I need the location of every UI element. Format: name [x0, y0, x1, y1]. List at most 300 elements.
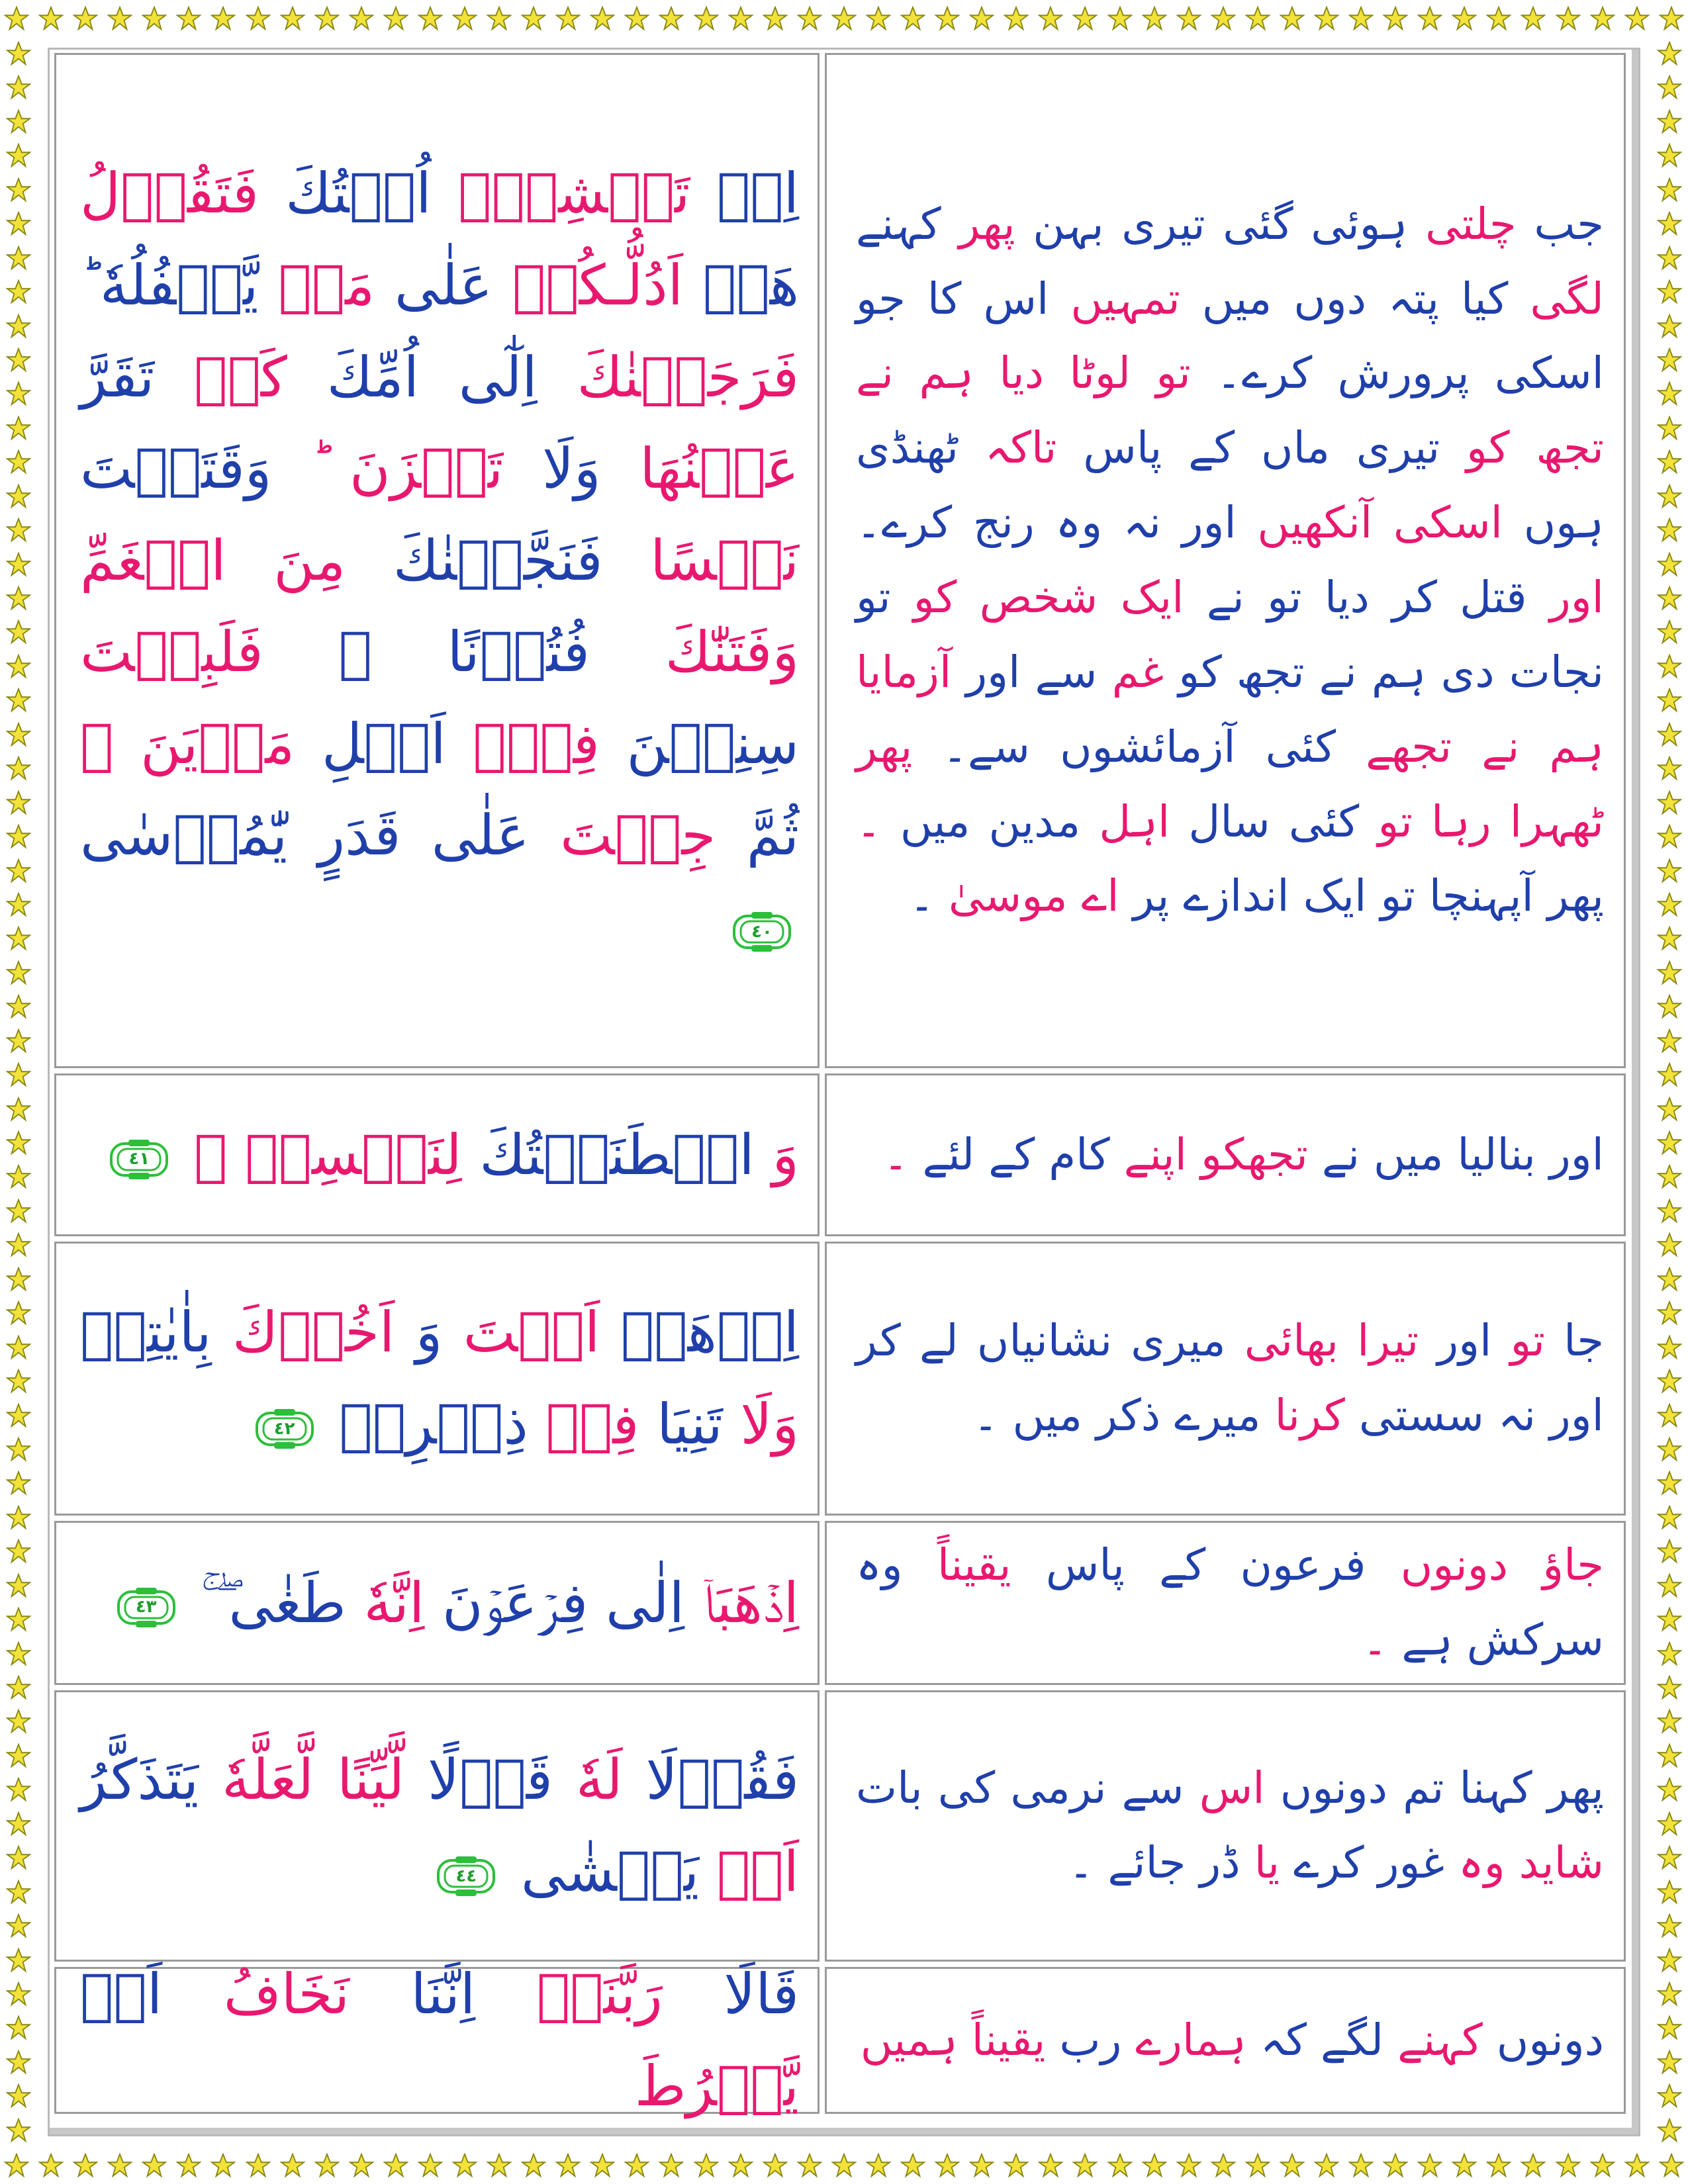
- border-star-icon: [6, 586, 31, 611]
- urdu-phrase: تیرا بھائی: [1244, 1315, 1419, 1367]
- arabic-verse-text: [80, 1287, 799, 1470]
- urdu-translation-cell: [825, 53, 1626, 1068]
- border-star-icon: [555, 6, 581, 31]
- border-star-icon: [6, 1300, 31, 1326]
- border-star-icon: [659, 6, 684, 31]
- border-star-icon: [6, 688, 31, 713]
- border-star-icon: [521, 6, 546, 31]
- border-star-icon: [935, 6, 960, 31]
- urdu-phrase: دونوں: [1496, 2014, 1604, 2066]
- border-star-icon: [797, 2153, 822, 2178]
- urdu-phrase: تجھکو اپنے: [1123, 1128, 1308, 1180]
- border-star-icon: [6, 1777, 31, 1802]
- border-star-icon: [6, 143, 31, 168]
- border-star-icon: [866, 6, 891, 31]
- arabic-word: وَ: [772, 1122, 799, 1187]
- urdu-phrase: کئی سال: [1188, 796, 1360, 847]
- border-star-icon: [1657, 2015, 1682, 2040]
- urdu-phrase: ہوئی گئی تیری بہن: [1033, 198, 1408, 250]
- border-star-icon: [831, 2153, 857, 2178]
- arabic-verse-text: [80, 1734, 799, 1917]
- border-star-icon: [1556, 2153, 1581, 2178]
- arabic-word: اِذۡ: [716, 161, 800, 226]
- border-star-icon: [1657, 75, 1682, 100]
- arabic-word: فِىۡۤ: [473, 711, 600, 776]
- border-star-icon: [6, 314, 31, 339]
- border-star-icon: [6, 722, 31, 747]
- border-star-icon: [1038, 2153, 1063, 2178]
- border-star-icon: [6, 892, 31, 917]
- urdu-phrase: پھر: [959, 198, 1015, 250]
- border-star-icon: [1657, 1199, 1682, 1224]
- border-star-icon: [6, 1981, 31, 2007]
- arabic-word: سِنِيۡنَ: [626, 711, 800, 776]
- border-star-icon: [176, 6, 201, 31]
- border-star-icon: [935, 2153, 960, 2178]
- border-star-icon: [1657, 416, 1682, 441]
- arabic-verse-text: [80, 148, 799, 973]
- border-star-icon: [1004, 6, 1029, 31]
- border-star-icon: [6, 1369, 31, 1394]
- border-star-icon: [6, 2015, 31, 2040]
- urdu-phrase: اس کا جو اسکی پرورش کرے۔: [856, 273, 1604, 399]
- arabic-word: فِرۡعَوۡنَ: [442, 1570, 588, 1635]
- arabic-word: يَخۡشٰى: [520, 1839, 700, 1904]
- arabic-word: كَىۡ: [194, 344, 287, 410]
- border-star-icon: [900, 2153, 925, 2178]
- border-star-icon: [6, 1880, 31, 1905]
- border-star-icon: [6, 177, 31, 203]
- verse-table: [52, 50, 1628, 2122]
- border-star-icon: [624, 6, 649, 31]
- urdu-phrase: رب: [1059, 2014, 1122, 2066]
- arabic-word: قَوۡلًا: [428, 1747, 553, 1813]
- border-star-icon: [6, 1232, 31, 1257]
- urdu-phrase: تو: [1510, 1315, 1545, 1367]
- arabic-word: مِنَ: [273, 527, 346, 593]
- urdu-phrase: پھر کہنا تم دونوں: [1280, 1762, 1604, 1814]
- urdu-translation-text: [856, 1118, 1604, 1193]
- verse-row-45: [52, 1964, 1628, 2116]
- border-star-icon: [1657, 1335, 1682, 1360]
- border-star-icon: [176, 2153, 201, 2178]
- border-star-icon: [349, 2153, 374, 2178]
- urdu-phrase: کہنے: [856, 198, 941, 250]
- urdu-translation-cell: [825, 1690, 1626, 1962]
- urdu-phrase: غور کرے: [1293, 1837, 1445, 1888]
- urdu-translation-cell: [825, 1967, 1626, 2114]
- verse-row-43: [52, 1518, 1628, 1688]
- border-star-icon: [6, 1437, 31, 1462]
- border-star-icon: [555, 2153, 581, 2178]
- urdu-phrase: ۔: [1068, 1837, 1094, 1888]
- border-star-icon: [1657, 1675, 1682, 1700]
- arabic-word: اَوۡ: [716, 1839, 799, 1904]
- border-star-icon: [1657, 211, 1682, 236]
- border-star-icon: [1657, 552, 1682, 577]
- border-star-icon: [969, 6, 994, 31]
- border-star-icon: [1072, 6, 1098, 31]
- urdu-phrase: تو لوٹا دیا ہم نے تجھ کو: [856, 347, 1604, 474]
- urdu-phrase: ۔: [909, 870, 935, 922]
- border-star-icon: [383, 2153, 408, 2178]
- arabic-word: تَنِيَا: [657, 1392, 723, 1457]
- border-star-icon: [6, 41, 31, 66]
- arabic-word: رَبَّنَاۤ: [536, 1962, 663, 2027]
- border-star-icon: [6, 1199, 31, 1224]
- urdu-translation-text: [856, 2003, 1604, 2078]
- border-star-icon: [1657, 756, 1682, 781]
- arabic-word: يّٰمُوۡسٰى: [80, 803, 288, 868]
- urdu-phrase: اور: [1549, 572, 1605, 623]
- border-star-icon: [6, 756, 31, 781]
- border-star-icon: [1657, 314, 1682, 339]
- urdu-phrase: غم: [1111, 646, 1164, 698]
- arabic-word: فُتُوۡنًا ۙ: [338, 619, 590, 685]
- border-star-icon: [6, 1913, 31, 1938]
- border-star-icon: [1657, 41, 1682, 66]
- arabic-word: هَلۡ: [702, 252, 800, 318]
- arabic-word: اِنَّنَا: [410, 1962, 476, 2027]
- arabic-word: اَخُوۡكَ: [232, 1300, 395, 1365]
- arabic-word: لَّيِّنًا: [337, 1747, 405, 1813]
- arabic-verse-cell: [54, 1690, 820, 1962]
- arabic-word: اِلٰٓى: [458, 344, 538, 410]
- border-star-icon: [1657, 2050, 1682, 2075]
- border-star-icon: [38, 2153, 64, 2178]
- border-star-icon: [1211, 6, 1236, 31]
- urdu-phrase: یا: [1254, 1837, 1280, 1888]
- arabic-word: لَّعَلَّهٗ: [222, 1747, 314, 1813]
- arabic-word: وَلَا: [740, 1392, 799, 1457]
- arabic-word: عَلٰى: [395, 252, 492, 318]
- urdu-phrase: ۔: [882, 1128, 909, 1180]
- arabic-word: ذِكۡرِىۡ: [339, 1392, 528, 1457]
- arabic-word: عَيۡنُهَا: [639, 436, 800, 502]
- border-star-icon: [1176, 2153, 1201, 2178]
- urdu-phrase: تاکہ: [984, 422, 1057, 474]
- arabic-word: طَغٰى ۖ ۚ: [201, 1570, 346, 1635]
- border-star-icon: [1280, 2153, 1305, 2178]
- border-star-icon: [487, 2153, 512, 2178]
- urdu-phrase: اور نہ وہ رنج کرے۔: [856, 497, 1237, 549]
- border-star-icon: [1657, 1709, 1682, 1734]
- arabic-word: وَلَا: [542, 436, 601, 502]
- border-star-icon: [6, 211, 31, 236]
- urdu-translation-cell: [825, 1521, 1626, 1685]
- urdu-phrase: فرعون کے پاس: [1045, 1539, 1366, 1591]
- urdu-phrase: پھر ٹھہرا رہا تو: [856, 721, 1604, 847]
- border-star-icon: [1657, 518, 1682, 543]
- border-star-icon: [1657, 1573, 1682, 1598]
- border-star-icon: [6, 1505, 31, 1530]
- border-star-icon: [1657, 279, 1682, 304]
- border-star-icon: [1657, 722, 1682, 747]
- border-star-icon: [6, 1471, 31, 1496]
- border-star-icon: [6, 960, 31, 985]
- arabic-verse-cell: [54, 53, 820, 1068]
- border-star-icon: [1657, 790, 1682, 815]
- urdu-phrase: میری نشانیاں لے کر اور نہ سستی: [856, 1315, 1604, 1441]
- border-star-icon: [1657, 484, 1682, 509]
- border-star-icon: [6, 1743, 31, 1768]
- ayah-end-marker: [116, 1586, 177, 1629]
- star-border-top: [0, 0, 1688, 37]
- urdu-phrase: کام کے لئے: [922, 1128, 1110, 1180]
- arabic-word: اُمِّكَ: [326, 344, 419, 410]
- border-star-icon: [1004, 2153, 1029, 2178]
- border-star-icon: [452, 6, 477, 31]
- arabic-word: عَلٰى: [431, 803, 530, 868]
- border-star-icon: [1348, 6, 1374, 31]
- arabic-word: فَلَبِثۡتَ: [80, 619, 263, 685]
- border-star-icon: [1657, 2118, 1682, 2143]
- border-star-icon: [6, 1573, 31, 1598]
- border-star-icon: [6, 1028, 31, 1054]
- border-star-icon: [6, 790, 31, 815]
- arabic-verse-text: [80, 1109, 799, 1201]
- arabic-word: الۡغَمِّ: [80, 527, 226, 593]
- urdu-phrase: ۔: [856, 796, 882, 847]
- arabic-word: يَّفۡرُطَ: [634, 2054, 799, 2118]
- urdu-translation-text: [856, 1528, 1604, 1678]
- arabic-word: اُخۡتُكَ: [285, 161, 432, 226]
- arabic-word: فَتَقُوۡلُ: [80, 161, 259, 226]
- urdu-phrase: پھر آپہنچا تو ایک اندازے پر: [1133, 870, 1604, 922]
- border-star-icon: [246, 6, 271, 31]
- urdu-translation-text: [856, 1751, 1604, 1901]
- border-star-icon: [246, 2153, 271, 2178]
- urdu-translation-cell: [825, 1073, 1626, 1236]
- urdu-phrase: کہنے: [1397, 2014, 1483, 2066]
- arabic-word: اَهۡلِ: [321, 711, 446, 776]
- border-star-icon: [1657, 1471, 1682, 1496]
- arabic-word: وَفَتَنّٰكَ: [665, 619, 800, 685]
- border-star-icon: [1657, 1777, 1682, 1802]
- urdu-phrase: اے موسیٰ: [948, 870, 1119, 922]
- border-star-icon: [1657, 347, 1682, 373]
- border-star-icon: [1314, 6, 1339, 31]
- urdu-phrase: جب: [1534, 198, 1605, 250]
- border-star-icon: [1657, 892, 1682, 917]
- border-star-icon: [6, 1709, 31, 1734]
- border-star-icon: [1245, 6, 1270, 31]
- border-star-icon: [763, 2153, 788, 2178]
- arabic-word: وَ: [415, 1300, 443, 1365]
- border-star-icon: [6, 416, 31, 441]
- border-star-icon: [1657, 858, 1682, 884]
- border-star-icon: [1657, 1130, 1682, 1156]
- border-star-icon: [1657, 1743, 1682, 1768]
- border-star-icon: [1590, 6, 1615, 31]
- border-star-icon: [1452, 6, 1477, 31]
- border-star-icon: [1657, 1267, 1682, 1292]
- border-star-icon: [418, 6, 443, 31]
- star-border-right: [1651, 37, 1688, 2147]
- border-star-icon: [1657, 1981, 1682, 2007]
- border-star-icon: [1657, 1097, 1682, 1122]
- border-star-icon: [6, 279, 31, 304]
- arabic-word: فَنَجَّيۡنٰكَ: [393, 527, 603, 593]
- ayah-end-marker: [109, 1138, 169, 1181]
- arabic-verse-cell: [54, 1073, 820, 1236]
- urdu-translation-text: [856, 187, 1604, 934]
- border-star-icon: [142, 2153, 167, 2178]
- border-star-icon: [6, 2118, 31, 2143]
- arabic-word: تَقَرَّ: [80, 344, 155, 410]
- urdu-phrase: ٹھنڈی ہوں: [856, 422, 1604, 549]
- urdu-phrase: تیری ماں کے پاس: [1083, 422, 1440, 474]
- urdu-phrase: وہ سرکش ہے: [856, 1539, 1604, 1665]
- border-star-icon: [1657, 1232, 1682, 1257]
- border-star-icon: [1142, 2153, 1167, 2178]
- border-star-icon: [1038, 6, 1063, 31]
- border-star-icon: [1657, 960, 1682, 985]
- arabic-word: يَّكۡفُلُهٗ ؕ: [80, 252, 259, 318]
- border-star-icon: [1657, 177, 1682, 203]
- ayah-number: ٤٣: [135, 1597, 157, 1617]
- border-star-icon: [900, 6, 925, 31]
- arabic-word: وَقَتَلۡتَ: [80, 436, 272, 502]
- ayah-number: ٤١: [128, 1149, 150, 1169]
- border-star-icon: [383, 6, 408, 31]
- urdu-phrase: ہمیں: [860, 2014, 958, 2066]
- verse-row-41: [52, 1071, 1628, 1239]
- border-star-icon: [6, 1267, 31, 1292]
- border-star-icon: [590, 2153, 615, 2178]
- border-star-icon: [1176, 6, 1201, 31]
- arabic-word: نَخَافُ: [223, 1962, 350, 2027]
- border-star-icon: [1211, 2153, 1236, 2178]
- arabic-verse-cell: [54, 1242, 820, 1516]
- border-star-icon: [1657, 994, 1682, 1019]
- border-star-icon: [6, 449, 31, 475]
- border-star-icon: [6, 2050, 31, 2075]
- border-star-icon: [694, 6, 719, 31]
- arabic-word: اَنۡ: [80, 1962, 163, 2027]
- border-star-icon: [6, 1607, 31, 1632]
- urdu-phrase: ۔: [1362, 1614, 1388, 1665]
- urdu-phrase: کئی آزمائشوں سے۔: [942, 721, 1336, 772]
- border-star-icon: [1657, 619, 1682, 645]
- arabic-word: فِىۡ: [545, 1392, 639, 1457]
- urdu-phrase: اہل: [1099, 796, 1170, 847]
- border-star-icon: [1417, 2153, 1442, 2178]
- border-star-icon: [590, 6, 615, 31]
- arabic-word: نَفۡسًا: [650, 527, 800, 593]
- border-star-icon: [521, 2153, 546, 2178]
- arabic-verse-text: [80, 1557, 799, 1649]
- border-star-icon: [418, 2153, 443, 2178]
- ayah-number: ٤٤: [455, 1866, 477, 1886]
- border-star-icon: [1383, 6, 1408, 31]
- border-star-icon: [6, 1062, 31, 1087]
- verse-row-44: [52, 1688, 1628, 1964]
- border-star-icon: [1245, 2153, 1270, 2178]
- border-star-icon: [6, 484, 31, 509]
- border-star-icon: [1556, 6, 1581, 31]
- border-star-icon: [349, 6, 374, 31]
- urdu-phrase: اس: [1199, 1762, 1265, 1814]
- border-star-icon: [1659, 2153, 1684, 2178]
- border-star-icon: [763, 6, 788, 31]
- urdu-phrase: کیا پتہ دوں میں: [1201, 273, 1509, 324]
- border-star-icon: [1280, 6, 1305, 31]
- border-star-icon: [6, 1130, 31, 1156]
- arabic-word: ثُمَّ: [746, 803, 800, 868]
- border-star-icon: [211, 6, 236, 31]
- border-star-icon: [866, 2153, 891, 2178]
- urdu-phrase: اسکی آنکھیں: [1257, 497, 1503, 549]
- arabic-word: جِئۡتَ: [560, 803, 716, 868]
- urdu-translation-cell: [825, 1242, 1626, 1516]
- border-star-icon: [1657, 1505, 1682, 1530]
- border-star-icon: [831, 6, 857, 31]
- border-star-icon: [1657, 2083, 1682, 2109]
- urdu-translation-text: [856, 1304, 1604, 1453]
- arabic-word: مَنۡ: [278, 252, 375, 318]
- border-star-icon: [6, 1164, 31, 1189]
- border-star-icon: [1486, 2153, 1511, 2178]
- urdu-phrase: جا: [1564, 1315, 1604, 1367]
- border-star-icon: [6, 347, 31, 373]
- arabic-word: لَهٗ: [575, 1747, 623, 1813]
- border-star-icon: [142, 6, 167, 31]
- border-star-icon: [6, 246, 31, 271]
- urdu-phrase: شاید وہ: [1458, 1837, 1604, 1888]
- urdu-phrase: یقیناً: [971, 2014, 1046, 2066]
- border-star-icon: [1624, 6, 1650, 31]
- arabic-word: اصۡطَنَعۡتُكَ: [479, 1122, 755, 1187]
- border-star-icon: [728, 6, 753, 31]
- arabic-word: فَرَجَعۡنٰكَ: [577, 344, 799, 410]
- border-star-icon: [1657, 926, 1682, 951]
- border-star-icon: [38, 6, 64, 31]
- border-star-icon: [1657, 143, 1682, 168]
- urdu-phrase: کرنا: [1274, 1390, 1345, 1441]
- border-star-icon: [280, 2153, 305, 2178]
- border-star-icon: [6, 654, 31, 679]
- arabic-verse-text: [80, 1948, 799, 2132]
- urdu-phrase: سے اور: [966, 646, 1098, 698]
- border-star-icon: [797, 6, 822, 31]
- border-star-icon: [1657, 1845, 1682, 1870]
- border-star-icon: [6, 824, 31, 849]
- border-star-icon: [6, 381, 31, 406]
- urdu-phrase: اور بنالیا میں نے: [1321, 1128, 1604, 1180]
- arabic-verse-cell: [54, 1521, 820, 1685]
- urdu-phrase: یقیناً: [937, 1539, 1011, 1591]
- border-star-icon: [6, 1641, 31, 1666]
- urdu-phrase: ایک شخص کو: [913, 572, 1184, 623]
- border-star-icon: [1417, 6, 1442, 31]
- arabic-word: مَدۡيَنَ ۙ: [80, 711, 295, 776]
- urdu-phrase: سے نرمی کی بات: [856, 1762, 1184, 1814]
- ayah-end-marker: [731, 911, 792, 953]
- border-star-icon: [1314, 2153, 1339, 2178]
- urdu-phrase: مدین میں: [900, 796, 1081, 847]
- arabic-word: يَتَذَكَّرُ: [80, 1747, 199, 1813]
- border-star-icon: [1657, 1028, 1682, 1054]
- border-star-icon: [1107, 2153, 1133, 2178]
- border-star-icon: [6, 1097, 31, 1122]
- border-star-icon: [280, 6, 305, 31]
- arabic-word: تَحۡزَنَ ؕ: [310, 436, 504, 502]
- border-star-icon: [73, 2153, 98, 2178]
- border-star-icon: [1521, 6, 1546, 31]
- border-star-icon: [6, 552, 31, 577]
- border-star-icon: [314, 6, 340, 31]
